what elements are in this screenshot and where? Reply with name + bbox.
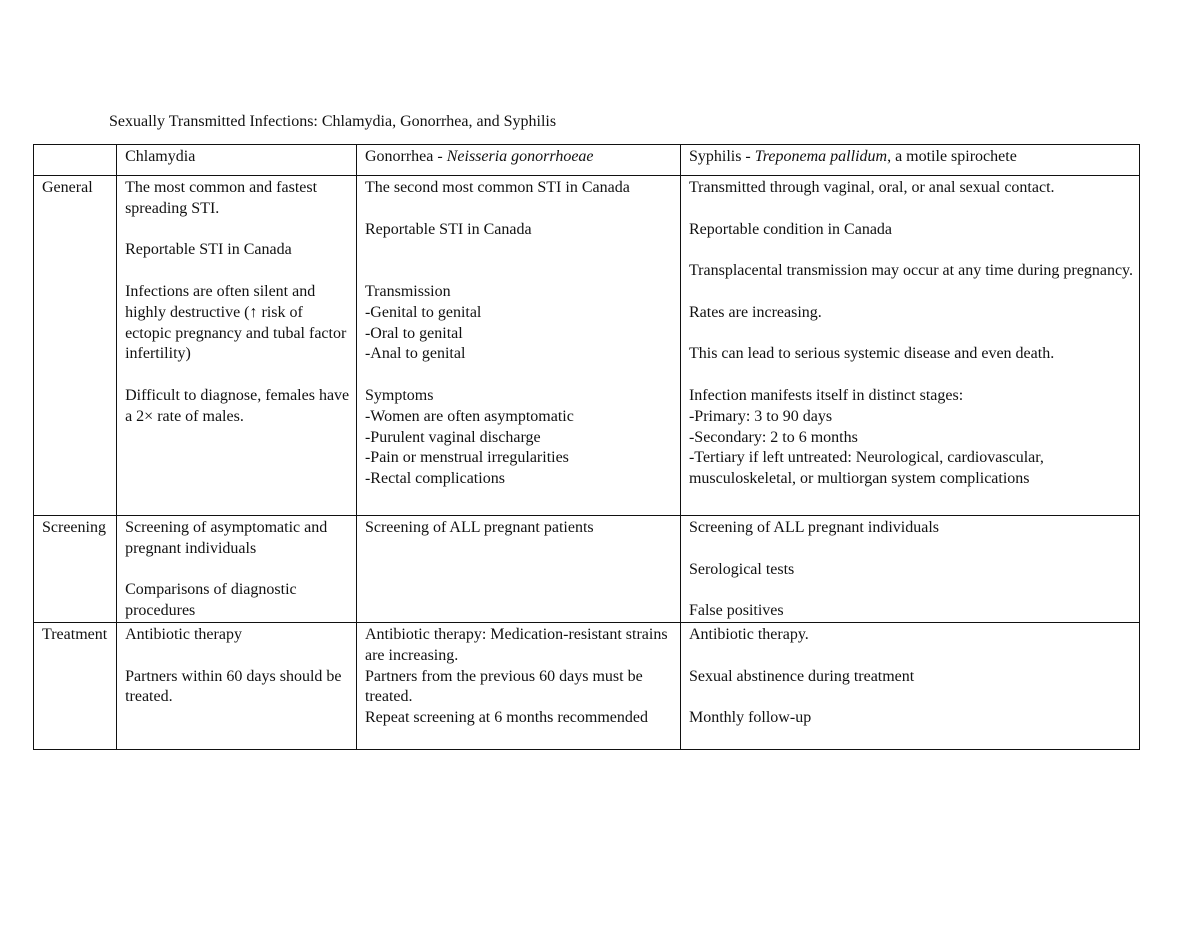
header-gonorrhea-prefix: Gonorrhea -	[364, 148, 447, 165]
treatment-syphilis-p1: Antibiotic therapy.	[688, 625, 809, 643]
list-item: -Tertiary if left untreated: Neurological, cardiovascular, musculoskeletal, or multiorgan system complications	[688, 449, 1044, 488]
page-title: Sexually Transmitted Infections: Chlamydia, Gonorrhea, and Syphilis	[109, 113, 557, 130]
treatment-syphilis-p2: Sexual abstinence during treatment	[688, 667, 915, 685]
general-gonorrhea-symptoms-heading: Symptoms	[364, 386, 434, 404]
treatment-chlamydia-p2: Partners within 60 days should be treated.	[125, 667, 342, 706]
general-gonorrhea-transmission-heading: Transmission	[364, 282, 451, 300]
screening-syphilis-p2: Serological tests	[688, 560, 795, 578]
list-item: -Secondary: 2 to 6 months	[688, 428, 858, 446]
screening-chlamydia-p2: Comparisons of diagnostic procedures	[125, 581, 297, 620]
treatment-gonorrhea-p1: Antibiotic therapy: Medication-resistant strains are increasing.	[364, 625, 668, 664]
table-row-screening	[34, 516, 1140, 623]
treatment-gonorrhea-p3: Repeat screening at 6 months recommended	[364, 709, 648, 727]
screening-syphilis-p3: False positives	[688, 602, 784, 620]
general-syphilis-p5: This can lead to serious systemic disease and even death.	[688, 345, 1055, 363]
header-empty-cell	[34, 145, 117, 176]
list-item: -Pain or menstrual irregularities	[364, 449, 569, 467]
cell-treatment-gonorrhea	[356, 622, 680, 749]
cell-general-chlamydia	[117, 176, 357, 516]
general-syphilis-p3: Transplacental transmission may occur at any time during pregnancy.	[688, 262, 1133, 280]
general-syphilis-p4: Rates are increasing.	[688, 303, 822, 321]
row-label-general	[34, 176, 117, 516]
row-label-treatment-text: Treatment	[42, 625, 108, 643]
screening-chlamydia-p1: Screening of asymptomatic and pregnant individuals	[125, 519, 328, 557]
cell-general-gonorrhea	[356, 176, 680, 516]
list-item: -Genital to genital	[364, 303, 482, 321]
list-item: -Primary: 3 to 90 days	[688, 407, 833, 425]
header-syphilis-species: Treponema pallidum	[754, 148, 888, 165]
general-gonorrhea-p1: The second most common STI in Canada	[364, 179, 630, 196]
list-item: -Women are often asymptomatic	[364, 407, 574, 425]
cell-screening-gonorrhea	[356, 516, 680, 623]
header-chlamydia	[117, 145, 357, 176]
treatment-gonorrhea-p2: Partners from the previous 60 days must be treated.	[364, 667, 643, 706]
header-gonorrhea	[356, 145, 680, 176]
header-syphilis	[680, 145, 1139, 176]
list-item: -Rectal complications	[364, 470, 505, 488]
row-label-treatment	[34, 622, 117, 749]
table-row-general	[34, 176, 1140, 516]
cell-treatment-syphilis	[680, 622, 1139, 749]
sti-comparison-table	[33, 144, 1140, 750]
general-chlamydia-p1: The most common and fastest spreading STI.	[125, 179, 318, 217]
row-label-general-text: General	[42, 179, 93, 196]
table-row-treatment	[34, 622, 1140, 749]
table-header-row	[34, 145, 1140, 176]
list-item: -Purulent vaginal discharge	[364, 428, 541, 446]
general-syphilis-stages-heading: Infection manifests itself in distinct stages:	[688, 386, 964, 404]
screening-gonorrhea-p1: Screening of ALL pregnant patients	[364, 519, 594, 536]
general-chlamydia-p2: Reportable STI in Canada	[125, 241, 292, 259]
header-gonorrhea-species: Neisseria gonorrhoeae	[446, 148, 594, 165]
cell-general-syphilis	[680, 176, 1139, 516]
screening-syphilis-p1: Screening of ALL pregnant individuals	[688, 519, 939, 536]
list-item: -Oral to genital	[364, 324, 463, 342]
cell-screening-syphilis	[680, 516, 1139, 623]
general-chlamydia-p3: Infections are often silent and highly destructive (↑ risk of ectopic pregnancy and tubal factor infertility)	[125, 282, 347, 363]
header-syphilis-suffix: , a motile spirochete	[887, 148, 1017, 165]
general-syphilis-p2: Reportable condition in Canada	[688, 220, 893, 238]
treatment-syphilis-p3: Monthly follow-up	[688, 709, 812, 727]
treatment-chlamydia-p1: Antibiotic therapy	[125, 625, 242, 643]
row-label-screening	[34, 516, 117, 623]
list-item: -Anal to genital	[364, 345, 466, 363]
row-label-screening-text: Screening	[42, 519, 106, 536]
header-chlamydia-label: Chlamydia	[125, 148, 196, 165]
cell-treatment-chlamydia	[117, 622, 357, 749]
general-chlamydia-p4: Difficult to diagnose, females have a 2× rate of males.	[125, 386, 350, 425]
general-gonorrhea-p2: Reportable STI in Canada	[364, 220, 532, 238]
cell-screening-chlamydia	[117, 516, 357, 623]
general-syphilis-p1: Transmitted through vaginal, oral, or anal sexual contact.	[688, 179, 1055, 196]
header-syphilis-prefix: Syphilis -	[688, 148, 755, 165]
